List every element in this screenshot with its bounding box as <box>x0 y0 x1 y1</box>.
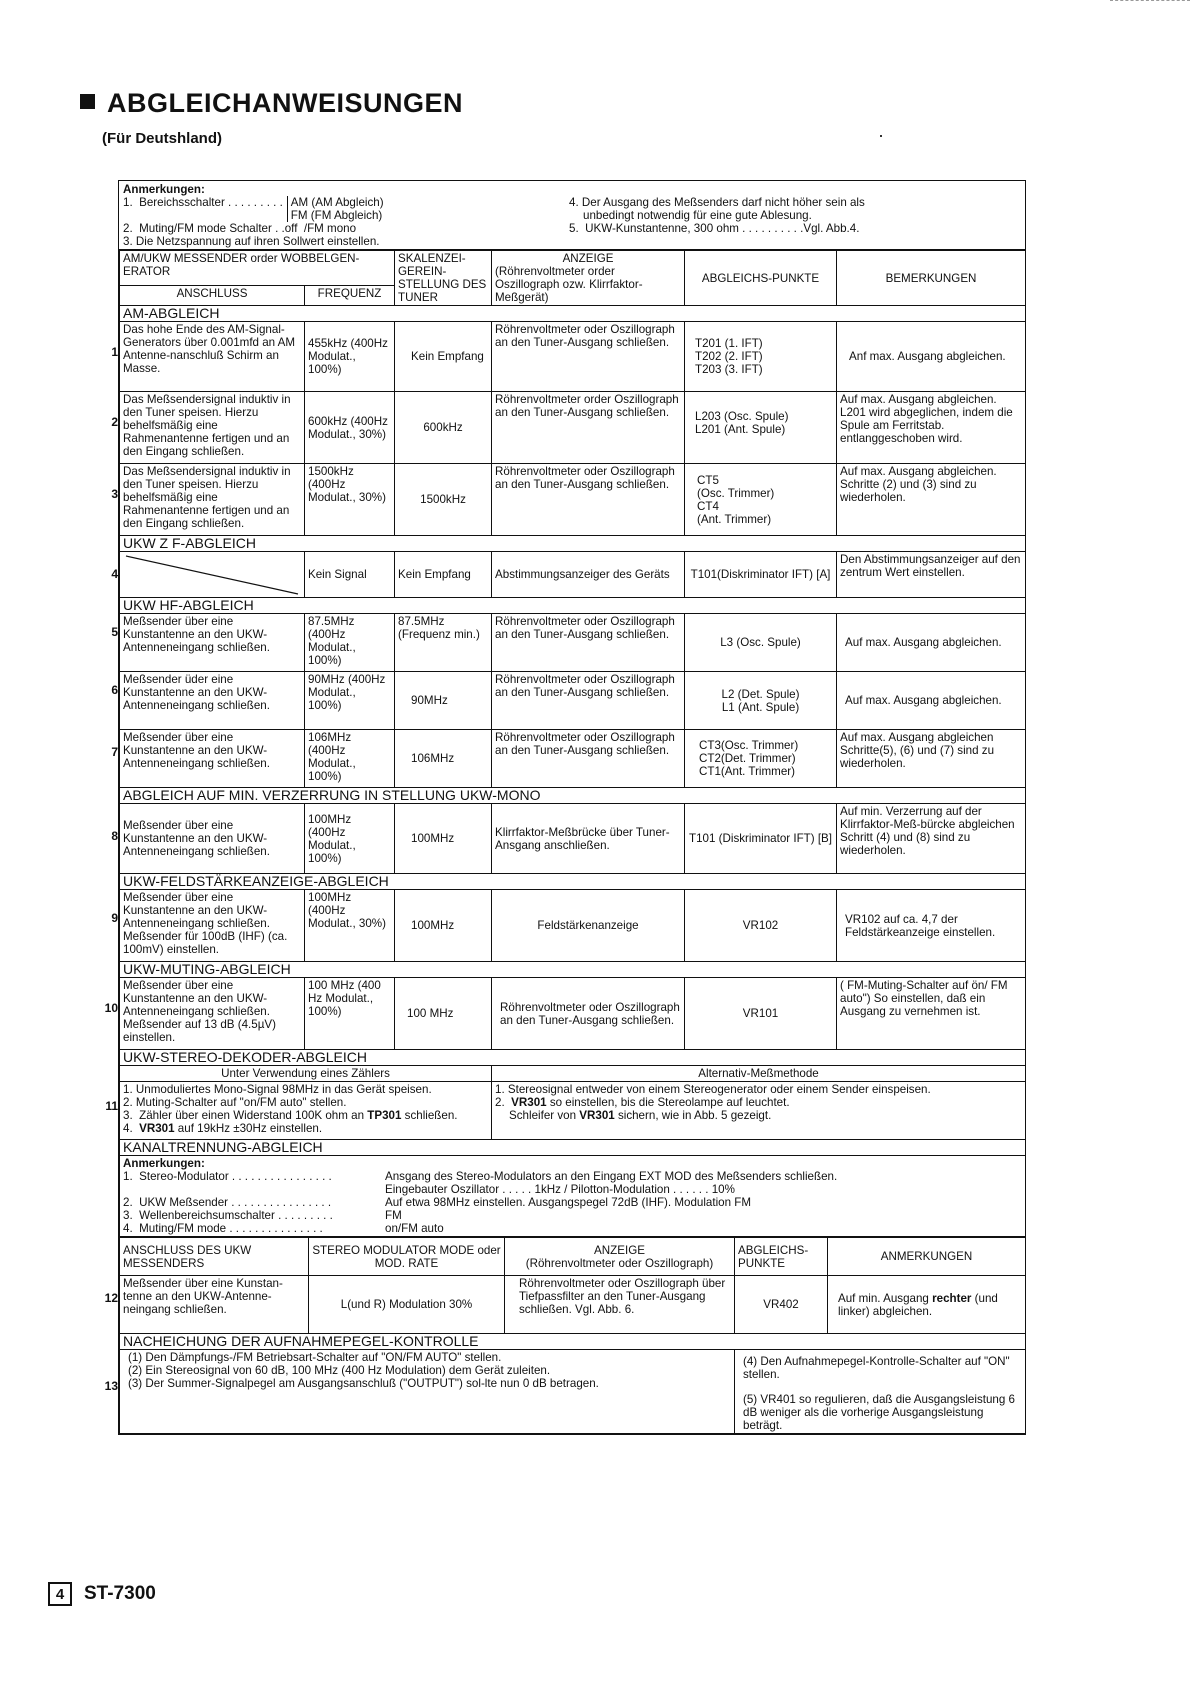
step-8-anzeige: Klirrfaktor-Meßbrücke über Tuner-Ansgang anschließen. <box>492 804 685 874</box>
step-1-frequenz: 455kHz (400Hz Modulat., 100%) <box>305 322 395 392</box>
step-3-frequenz: 1500kHz (400Hz Modulat., 30%) <box>305 464 395 536</box>
step-11-l3: 3. Zähler über einen Widerstand 100K ohm an TP301 schließen. <box>123 1109 458 1122</box>
step-10-anzeige: Röhrenvoltmeter oder Oszillograph an den Tuner-Ausgang schließen. <box>492 978 685 1050</box>
notes-heading: Anmerkungen: <box>123 183 205 196</box>
kanal-note-2-text: Auf etwa 98MHz einstellen. Ausgangspegel 72dB (IHF). Modulation FM <box>385 1196 752 1209</box>
kanal-note-4-label: 4. Muting/FM mode . . . . . . . . . . . . . . . <box>123 1222 323 1235</box>
step-10-skala: 100 MHz <box>395 978 492 1050</box>
step-8-punkte: T101 (Diskriminator IFT) [B] <box>685 804 837 874</box>
kanal-header-anzeige: ANZEIGE (Röhrenvoltmeter oder Oszillograph) <box>505 1238 735 1276</box>
kanal-header-anschluss: ANSCHLUSS DES UKW MESSENDERS <box>120 1238 309 1276</box>
step-4-number: 4 <box>111 567 118 581</box>
step-12-number: 12 <box>104 1291 118 1305</box>
step-2-anzeige: Röhrenvoltmeter order Oszillograph an den Tuner-Ausgang schließen. <box>492 392 685 464</box>
step-3-bemerkung: Auf max. Ausgang abgleichen. Schritte (2) und (3) sind zu wiederholen. <box>837 464 1026 536</box>
step-6-skala: 90MHz <box>395 672 492 730</box>
note-5: 5. UKW-Kunstantenne, 300 ohm . . . . . . . . . .Vgl. Abb.4. <box>569 222 860 235</box>
step-11-left-head: 11 Unter Verwendung eines Zählers <box>120 1066 492 1082</box>
step-7-number: 7 <box>111 745 118 759</box>
step-2-punkte: L203 (Osc. Spule) L201 (Ant. Spule) <box>685 392 837 464</box>
step-1-skala: Kein Empfang <box>395 322 492 392</box>
diagonal-line-icon <box>120 552 300 596</box>
step-9-frequenz: 100MHz (400Hz Modulat., 30%) <box>305 890 395 962</box>
step-7-skala: 106MHz <box>395 730 492 788</box>
step-6-punkte: L2 (Det. Spule) L1 (Ant. Spule) <box>685 672 837 730</box>
section-mono: ABGLEICH AUF MIN. VERZERRUNG IN STELLUNG UKW-MONO <box>120 788 1026 804</box>
step-1-anschluss: 1 Das hohe Ende des AM-Signal-Generators über 0.001mfd an AM Antenne-nanschluß Schirm an Masse. <box>120 322 305 392</box>
step-10-punkte: VR101 <box>685 978 837 1050</box>
step-9-punkte: VR102 <box>685 890 837 962</box>
step-9-number: 9 <box>111 911 118 925</box>
step-4-frequenz: Kein Signal <box>305 552 395 598</box>
note-3: 3. Die Netzspannung auf ihren Sollwert einstellen. <box>123 235 380 248</box>
step-9-anzeige: Feldstärkenanzeige <box>492 890 685 962</box>
kanal-note-1-label: 1. Stereo-Modulator . . . . . . . . . . . . . . . . <box>123 1170 332 1183</box>
step-13-number: 13 <box>104 1379 118 1393</box>
step-13-left <box>104 1350 735 1434</box>
step-5-frequenz: 87.5MHz (400Hz Modulat., 100%) <box>305 614 395 672</box>
header-anschluss: ANSCHLUSS <box>120 286 305 306</box>
step-13-r1: (4) Den Aufnahmepegel-Kontrolle-Schalter auf "ON" stellen. <box>743 1355 1010 1381</box>
kanal-header-bem: ANMERKUNGEN <box>828 1238 1026 1276</box>
page-title <box>80 88 463 119</box>
step-8-number: 8 <box>111 829 118 843</box>
step-2-anschluss: 2 Das Meßsendersignal induktiv in den Tuner speisen. Hierzu behelfsmäßig eine Rahmenantenne fertigen und an den Eingang schließen. <box>120 392 305 464</box>
step-11-right-head: Alternativ-Meßmethode <box>492 1066 1026 1082</box>
header-frequenz: FREQUENZ <box>305 286 395 306</box>
kanal-note-3-label: 3. Wellenbereichsumschalter . . . . . . . . . <box>123 1209 333 1222</box>
step-7-punkte: CT3(Osc. Trimmer) CT2(Det. Trimmer) CT1(Ant. Trimmer) <box>685 730 837 788</box>
step-6-anzeige: Röhrenvoltmeter oder Oszillograph an den Tuner-Ausgang schließen. <box>492 672 685 730</box>
header-anzeige-sub: (Röhrenvoltmeter order Oszillograph ozw. Klirrfaktor-Meßgerät) <box>495 265 643 304</box>
step-5-punkte: L3 (Osc. Spule) <box>685 614 837 672</box>
kanal-notes-heading: Anmerkungen: <box>123 1157 205 1170</box>
step-1-bemerkung: Anf max. Ausgang abgleichen. <box>837 322 1026 392</box>
step-11-r3: Schleifer von VR301 sichern, wie in Abb. 5 gezeigt. <box>509 1109 772 1122</box>
step-5-number: 5 <box>111 625 118 639</box>
header-generator: AM/UKW MESSENDER order WOBBELGEN-ERATOR <box>120 251 395 286</box>
section-feld: UKW-FELDSTÄRKEANZEIGE-ABGLEICH <box>120 874 1026 890</box>
step-11-r1: 1. Stereosignal entweder von einem Stereogenerator oder einem Sender einspeisen. <box>495 1083 931 1096</box>
step-11-l1: 1. Unmoduliertes Mono-Signal 98MHz in das Gerät speisen. <box>123 1083 432 1096</box>
step-7-anzeige: Röhrenvoltmeter oder Oszillograph an den Tuner-Ausgang schließen. <box>492 730 685 788</box>
step-8-frequenz: 100MHz (400Hz Modulat., 100%) <box>305 804 395 874</box>
kanal-note-3-text: FM <box>385 1209 402 1222</box>
step-11-number: 11 <box>105 1099 118 1113</box>
step-6-frequenz: 90MHz (400Hz Modulat., 100%) <box>305 672 395 730</box>
kanal-note-2-label: 2. UKW Meßsender . . . . . . . . . . . . . . . . <box>123 1196 332 1209</box>
note-2: 2. Muting/FM mode Schalter . .off /FM mono <box>123 222 357 235</box>
header-anzeige <box>492 251 685 306</box>
top-edge-mark <box>1110 0 1190 4</box>
header-anzeige-title: ANZEIGE <box>562 252 614 265</box>
step-9-anschluss: 9 Meßsender über eine Kunstantenne an den UKW-Antenneneingang schließen. Meßsender für 100dB (IHF) (ca. 100mV) einstellen. <box>120 890 305 962</box>
step-11-r2: 2. VR301 so einstellen, bis die Stereolampe auf leuchtet. <box>495 1096 790 1109</box>
section-muting: UKW-MUTING-ABGLEICH <box>120 962 1026 978</box>
kanal-header-punkte: ABGLEICHS-PUNKTE <box>735 1238 828 1276</box>
step-13-l2: (2) Ein Stereosignal von 60 dB, 100 MHz (400 Hz Modulation) dem Gerät zuleiten. <box>128 1364 551 1377</box>
kanal-table <box>104 1237 1026 1434</box>
page-subtitle: (Für Deutshland) <box>102 130 222 147</box>
kanal-header-mod: STEREO MODULATOR MODE oder MOD. RATE <box>309 1238 505 1276</box>
step-12-anzeige: Röhrenvoltmeter oder Oszillograph über Tiefpassfilter an den Tuner-Ausgang schließen. Vgl. Abb. 6. <box>505 1276 735 1334</box>
step-10-number: 10 <box>104 1001 118 1015</box>
step-11-right <box>492 1082 1026 1140</box>
step-9-bemerkung: VR102 auf ca. 4,7 der Feldstärkeanzeige einstellen. <box>837 890 1026 962</box>
section-kanal: KANALTRENNUNG-ABGLEICH <box>120 1140 1026 1156</box>
step-12-anschluss: 12 Meßsender über eine Kunstan-tenne an den UKW-Antenne-neingang schließen. <box>120 1276 309 1334</box>
step-7-frequenz: 106MHz (400Hz Modulat., 100%) <box>305 730 395 788</box>
step-3-anschluss: 3 Das Meßsendersignal induktiv in den Tuner speisen. Hierzu behelfsmäßig eine Rahmenantenne fertigen und an den Eingang schließen. <box>120 464 305 536</box>
step-12-bemerkung: Auf min. Ausgang rechter (und linker) abgleichen. <box>828 1276 1026 1334</box>
kanal-note-1-osc: Eingebauter Oszillator . . . . . 1kHz / Pilotton-Modulation . . . . . . 10% <box>385 1183 735 1196</box>
step-3-number: 3 <box>111 487 118 501</box>
step-12-punkte: VR402 <box>735 1276 828 1334</box>
header-skala: SKALENZEI-GEREIN-STELLUNG DES TUNER <box>395 251 492 306</box>
step-12-mod: L(und R) Modulation 30% <box>309 1276 505 1334</box>
note-4b: unbedingt notwendig für eine gute Ablesung. <box>583 209 812 222</box>
step-10-frequenz: 100 MHz (400 Hz Modulat., 100%) <box>305 978 395 1050</box>
step-2-bemerkung: Auf max. Ausgang abgleichen. L201 wird abgeglichen, indem die Spule am Ferritstab. entlanggeschoben wird. <box>837 392 1026 464</box>
section-stereo: UKW-STEREO-DEKODER-ABGLEICH <box>120 1050 1026 1066</box>
section-hf: UKW HF-ABGLEICH <box>120 598 1026 614</box>
step-2-number: 2 <box>111 415 118 429</box>
note-1-fm: FM (FM Abgleich) <box>290 209 383 222</box>
step-13-l3: (3) Der Summer-Signalpegel am Ausgangsanschluß ("OUTPUT") sol-lte nun 0 dB betragen. <box>128 1377 599 1390</box>
step-4-anzeige: Abstimmungsanzeiger des Geräts <box>492 552 685 598</box>
step-3-anzeige: Röhrenvoltmeter oder Oszillograph an den Tuner-Ausgang schließen. <box>492 464 685 536</box>
step-13-right <box>735 1350 1026 1434</box>
alignment-document <box>104 180 1026 1435</box>
step-8-bemerkung: Auf min. Verzerrung auf der Klirrfaktor-Meß-bürcke abgleichen Schritt (4) und (8) sind zu wiederholen. <box>837 804 1026 874</box>
step-6-number: 6 <box>111 683 118 697</box>
step-2-skala: 600kHz <box>395 392 492 464</box>
step-4-anschluss-diagonal <box>111 552 305 598</box>
step-1-punkte: T201 (1. IFT) T202 (2. IFT) T203 (3. IFT) <box>685 322 837 392</box>
kanal-note-1-text: Ansgang des Stereo-Modulators an den Eingang EXT MOD des Meßsenders schließen. <box>385 1170 838 1183</box>
page-number: 4 <box>48 1582 72 1606</box>
step-3-punkte: CT5 (Osc. Trimmer) CT4 (Ant. Trimmer) <box>685 464 837 536</box>
model-name: ST-7300 <box>84 1583 156 1604</box>
header-bemerkungen: BEMERKUNGEN <box>837 251 1026 306</box>
step-4-skala: Kein Empfang <box>395 552 492 598</box>
step-10-bemerkung: ( FM-Muting-Schalter auf ön/ FM auto") So einstellen, daß ein Ausgang zu vernehmen ist. <box>837 978 1026 1050</box>
scan-dot <box>880 135 882 137</box>
step-4-punkte: T101(Diskriminator IFT) [A] <box>685 552 837 598</box>
notes-block <box>119 181 1025 250</box>
step-1-number: 1 <box>111 345 118 359</box>
step-9-skala: 100MHz <box>395 890 492 962</box>
note-1-label: 1. Bereichsschalter . . . . . . . . . <box>123 196 283 209</box>
kanal-notes <box>120 1156 1026 1237</box>
step-6-anschluss: 6 Meßsender üder eine Kunstantenne an den UKW-Antenneneingang schließen. <box>120 672 305 730</box>
step-8-anschluss: 8 Meßsender über eine Kunstantenne an den UKW-Antenneneingang schließen. <box>120 804 305 874</box>
page-footer <box>48 1582 156 1606</box>
header-punkte: ABGLEICHS-PUNKTE <box>685 251 837 306</box>
step-2-frequenz: 600kHz (400Hz Modulat., 30%) <box>305 392 395 464</box>
step-3-skala: 1500kHz <box>395 464 492 536</box>
note-4a: 4. Der Ausgang des Meßsenders darf nicht höher sein als <box>569 196 865 209</box>
page-title-text: ABGLEICHANWEISUNGEN <box>107 88 464 118</box>
step-5-anzeige: Röhrenvoltmeter oder Oszillograph an den Tuner-Ausgang schließen. <box>492 614 685 672</box>
note-1-am: AM (AM Abgleich) <box>290 196 384 209</box>
step-11-l2: 2. Muting-Schalter auf "on/FM auto" stellen. <box>123 1096 347 1109</box>
section-am: AM-ABGLEICH <box>120 306 1026 322</box>
step-13-l1: (1) Den Dämpfungs-/FM Betriebsart-Schalter auf "ON/FM AUTO" stellen. <box>128 1351 502 1364</box>
step-7-anschluss: 7 Meßsender über eine Kunstantenne an den UKW-Antenneneingang schließen. <box>120 730 305 788</box>
step-5-skala: 87.5MHz (Frequenz min.) <box>395 614 492 672</box>
square-bullet-icon <box>80 94 95 109</box>
step-1-anzeige: Röhrenvoltmeter oder Oszillograph an den Tuner-Ausgang schließen. <box>492 322 685 392</box>
step-6-bemerkung: Auf max. Ausgang abgleichen. <box>837 672 1026 730</box>
alignment-table <box>104 250 1026 1237</box>
step-11-l4: 4. VR301 auf 19kHz ±30Hz einstellen. <box>123 1122 323 1135</box>
step-10-anschluss: 10 Meßsender über eine Kunstantenne an den UKW-Antenneneingang schließen. Meßsender auf 13 dB (4.5µV) einstellen. <box>120 978 305 1050</box>
step-8-skala: 100MHz <box>395 804 492 874</box>
step-5-bemerkung: Auf max. Ausgang abgleichen. <box>837 614 1026 672</box>
kanal-note-4-text: on/FM auto <box>385 1222 444 1235</box>
step-13-r2: (5) VR401 so regulieren, daß die Ausgangsleistung 6 dB weniger als die vorherige Ausgangsleistung beträgt. <box>743 1393 1015 1432</box>
step-5-anschluss: 5 Meßsender über eine Kunstantenne an den UKW-Antenneneingang schließen. <box>120 614 305 672</box>
section-nach: NACHEICHUNG DER AUFNAHMEPEGEL-KONTROLLE <box>120 1334 1026 1350</box>
step-7-bemerkung: Auf max. Ausgang abgleichen Schritte(5), (6) und (7) sind zu wiederholen. <box>837 730 1026 788</box>
step-11-left <box>120 1082 492 1140</box>
step-4-bemerkung: Den Abstimmungsanzeiger auf den zentrum Wert einstellen. <box>837 552 1026 598</box>
section-zf: UKW Z F-ABGLEICH <box>120 536 1026 552</box>
